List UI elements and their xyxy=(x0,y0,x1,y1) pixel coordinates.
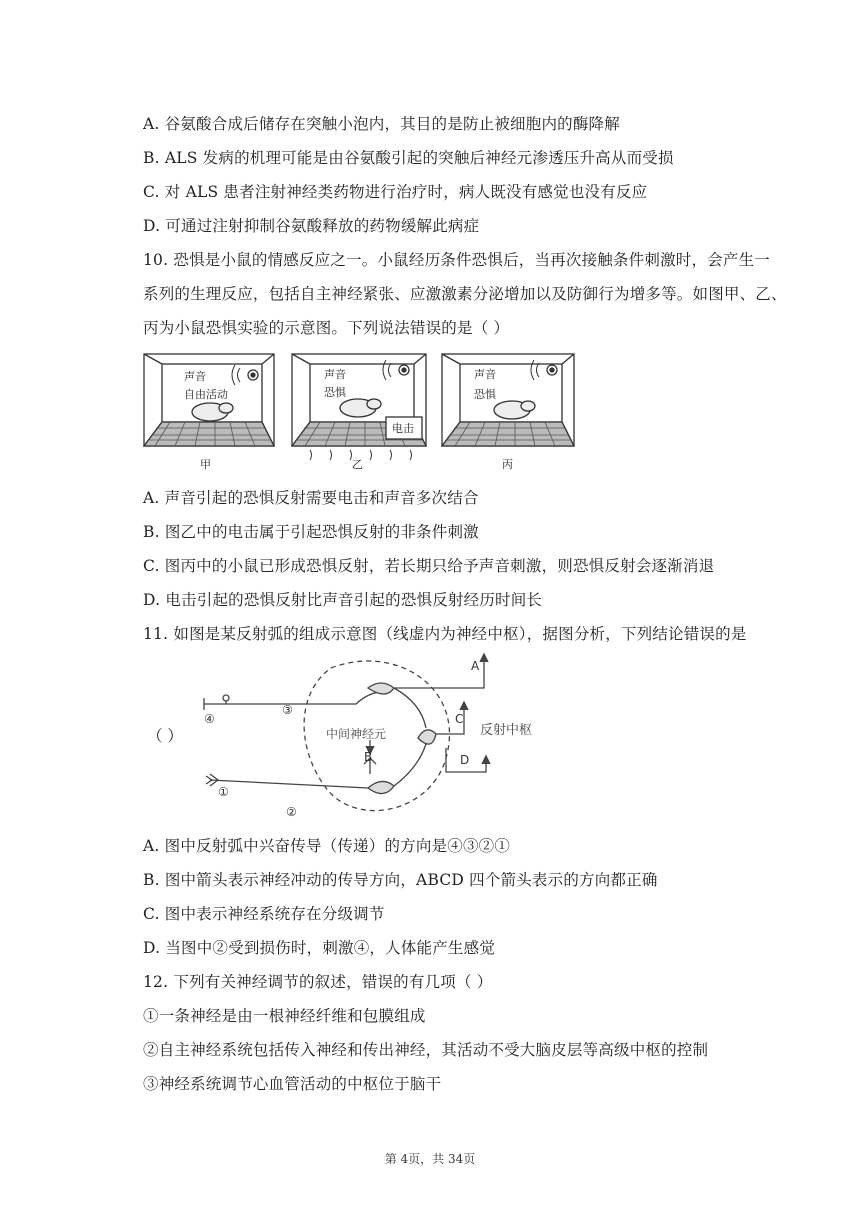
panel-yi xyxy=(292,354,426,460)
panel-bing xyxy=(442,354,574,446)
yi-sound-label: 声音 xyxy=(324,368,346,381)
bing-sound-label: 声音 xyxy=(474,368,496,381)
bing-caption: 丙 xyxy=(502,458,513,471)
q9-option-d: D. 可通过注射抑制谷氨酸释放的药物缓解此病症 xyxy=(143,217,480,235)
q11-stem-line1: 11. 如图是某反射弧的组成示意图（线虚内为神经中枢），据图分析，下列结论错误的是 xyxy=(143,625,747,643)
q9-option-c: C. 对 ALS 患者注射神经类药物进行治疗时，病人既没有感觉也没有反应 xyxy=(143,183,648,201)
q12-statement-1: ①一条神经是由一根神经纤维和包膜组成 xyxy=(143,1007,426,1025)
q12-statement-3: ③神经系统调节心血管活动的中枢位于脑干 xyxy=(143,1075,442,1093)
q11-option-a: A. 图中反射弧中兴奋传导（传递）的方向是④③②① xyxy=(143,837,511,855)
q11-option-b: B. 图中箭头表示神经冲动的传导方向，ABCD 四个箭头表示的方向都正确 xyxy=(143,871,658,889)
q10-option-b: B. 图乙中的电击属于引起恐惧反射的非条件刺激 xyxy=(143,523,479,541)
label-n2: ② xyxy=(286,805,297,819)
yi-fear-label: 恐惧 xyxy=(324,386,346,399)
label-n3: ③ xyxy=(282,703,293,717)
q10-stem-line2: 系列的生理反应，包括自主神经紧张、应激激素分泌增加以及防御行为增多等。如图甲、乙、 xyxy=(143,285,787,303)
q10-option-a: A. 声音引起的恐惧反射需要电击和声音多次结合 xyxy=(143,489,479,507)
label-n4: ④ xyxy=(204,712,215,726)
q10-mouse-fear-figure xyxy=(140,350,580,475)
q9-option-a: A. 谷氨酸合成后储存在突触小泡内，其目的是防止被细胞内的酶降解 xyxy=(143,115,620,133)
label-interneuron: 中间神经元 xyxy=(326,727,387,741)
q12-statement-2: ②自主神经系统包括传入神经和传出神经，其活动不受大脑皮层等高级中枢的控制 xyxy=(143,1041,709,1059)
label-b: B xyxy=(364,750,373,764)
label-reflex-center: 反射中枢 xyxy=(480,723,533,738)
q11-answer-paren: （ ） xyxy=(147,727,183,745)
yi-shock-label: 电击 xyxy=(392,422,414,435)
jia-caption: 甲 xyxy=(200,458,211,471)
jia-free-label: 自由活动 xyxy=(184,388,228,401)
yi-caption: 乙 xyxy=(352,458,363,471)
label-d: D xyxy=(460,753,470,767)
q10-option-c: C. 图丙中的小鼠已形成恐惧反射，若长期只给予声音刺激，则恐惧反射会逐渐消退 xyxy=(143,557,715,575)
label-a: A xyxy=(471,659,480,673)
label-c: C xyxy=(455,712,464,726)
q12-stem: 12. 下列有关神经调节的叙述，错误的有几项（ ） xyxy=(143,973,493,991)
q10-stem-line1: 10. 恐惧是小鼠的情感反应之一。小鼠经历条件恐惧后，当再次接触条件刺激时，会产生一 xyxy=(143,251,770,269)
jia-sound-label: 声音 xyxy=(184,370,206,383)
q11-reflex-arc-figure xyxy=(196,648,566,826)
q11-option-c: C. 图中表示神经系统存在分级调节 xyxy=(143,905,385,923)
q10-stem-line3: 丙为小鼠恐惧实验的示意图。下列说法错误的是（ ） xyxy=(143,319,510,337)
q9-option-b: B. ALS 发病的机理可能是由谷氨酸引起的突触后神经元渗透压升高从而受损 xyxy=(143,149,674,167)
q10-option-d: D. 电击引起的恐惧反射比声音引起的恐惧反射经历时间长 xyxy=(143,591,543,609)
q11-option-d: D. 当图中②受到损伤时，刺激④，人体能产生感觉 xyxy=(143,939,496,957)
label-n1: ① xyxy=(218,785,229,799)
page-footer: 第 4页，共 34页 xyxy=(384,1152,476,1166)
bing-fear-label: 恐惧 xyxy=(474,388,496,401)
